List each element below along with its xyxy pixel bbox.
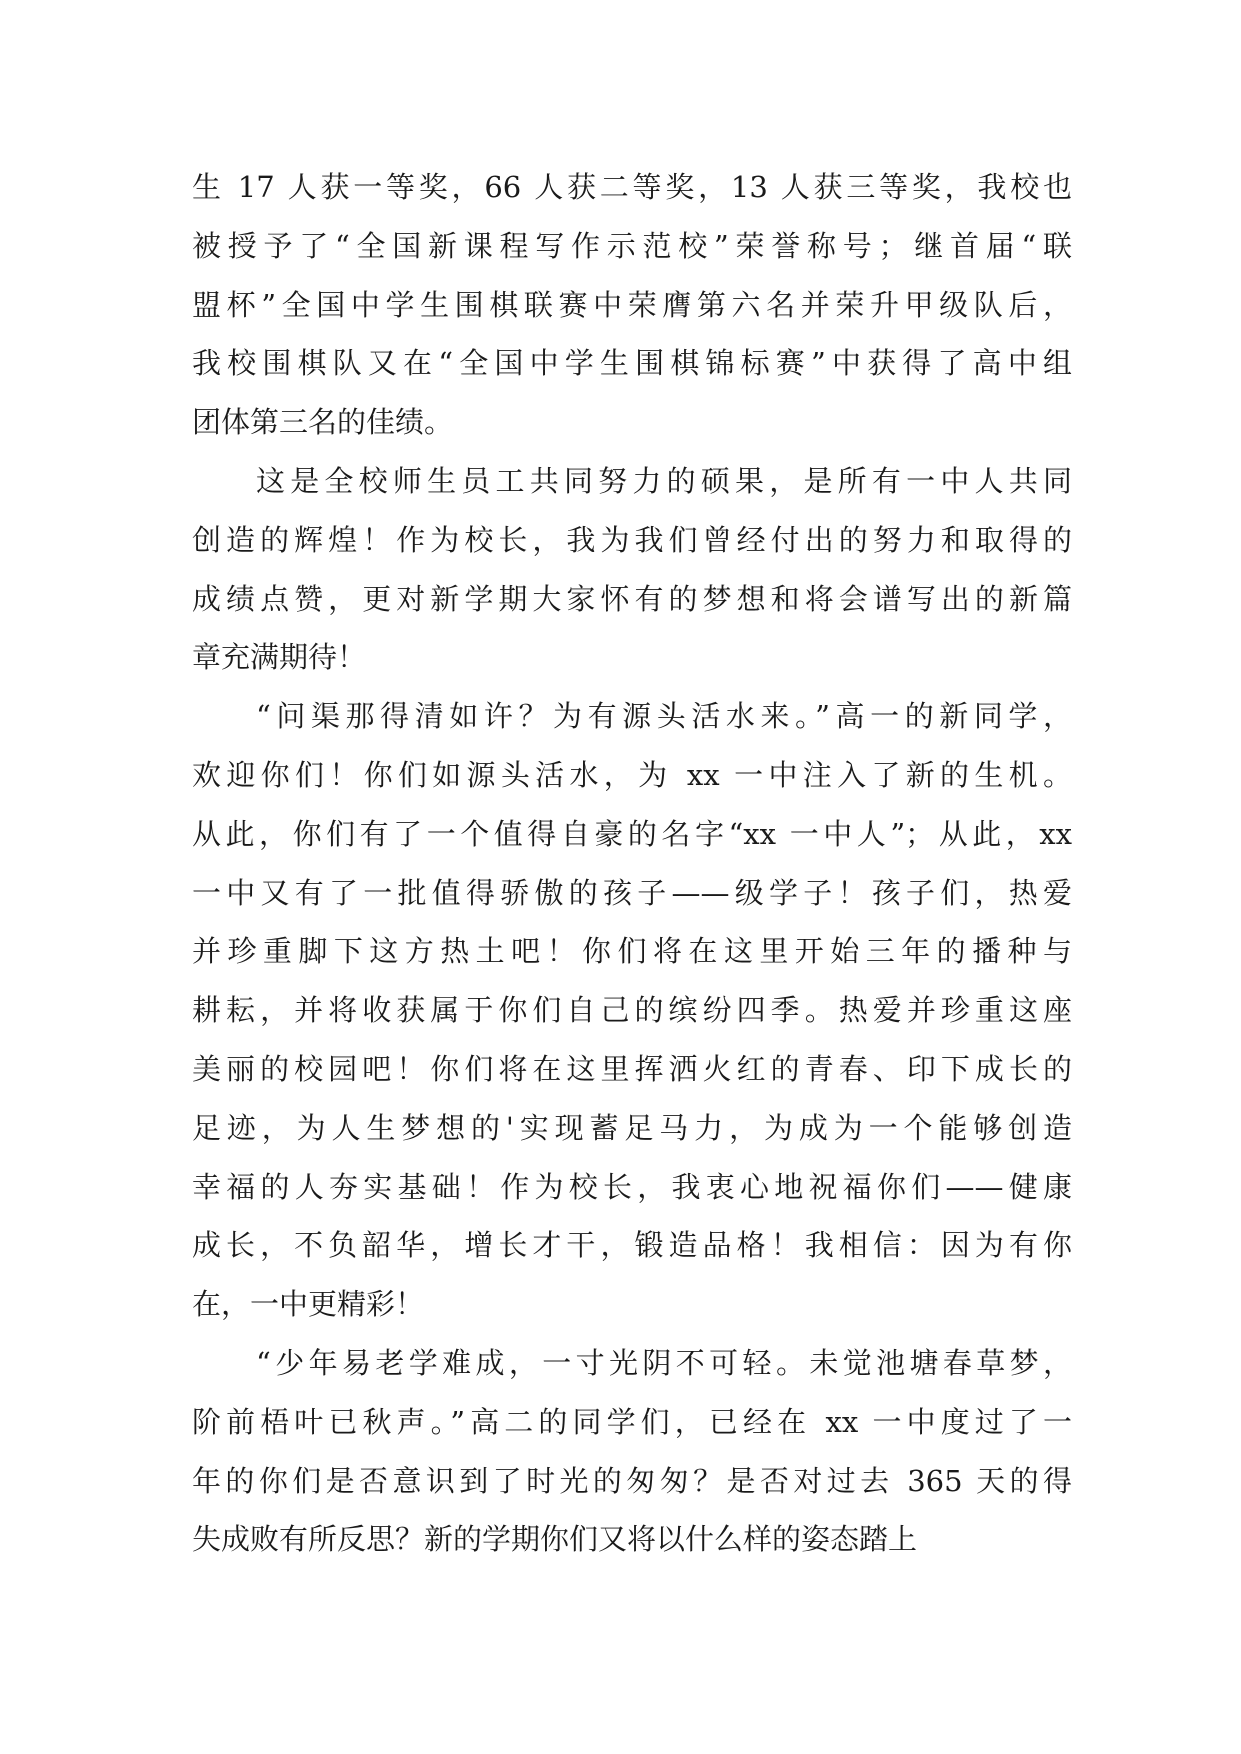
text-line: 一中又有了一批值得骄傲的孩子——级学子！孩子们，热爱 — [192, 875, 1072, 910]
paragraph — [192, 158, 1072, 452]
text-line: 被授予了“全国新课程写作示范校”荣誉称号；继首届“联 — [192, 228, 1072, 263]
text-line: 团体第三名的佳绩。 — [192, 405, 454, 440]
text-line: 美丽的校园吧！你们将在这里挥洒火红的青春、印下成长的 — [192, 1051, 1072, 1086]
text-line: 章充满期待！ — [192, 640, 367, 675]
paragraph — [192, 687, 1072, 1334]
text-line: 并珍重脚下这方热土吧！你们将在这里开始三年的播种与 — [192, 934, 1072, 969]
text-line: 生 17 人获一等奖，66 人获二等奖，13 人获三等奖，我校也 — [192, 170, 1072, 204]
text-line: 足迹，为人生梦想的'实现蓄足马力，为成为一个能够创造 — [192, 1110, 1072, 1145]
text-line: 阶前梧叶已秋声。”高二的同学们，已经在 xx 一中度过了一 — [192, 1404, 1072, 1439]
text-line: 创造的辉煌！作为校长，我为我们曾经付出的努力和取得的 — [192, 522, 1072, 557]
text-line: 我校围棋队又在“全国中学生围棋锦标赛”中获得了高中组 — [192, 346, 1072, 381]
text-line: “少年易老学难成，一寸光阴不可轻。未觉池塘春草梦， — [256, 1345, 1072, 1380]
text-line: 从此，你们有了一个值得自豪的名字“xx 一中人”；从此，xx — [192, 816, 1072, 851]
text-line: “问渠那得清如许？为有源头活水来。”高一的新同学， — [256, 699, 1072, 734]
document-body — [192, 158, 1072, 1569]
paragraph — [192, 452, 1072, 687]
text-line: 失成败有所反思？新的学期你们又将以什么样的姿态踏上 — [192, 1522, 918, 1557]
text-line: 耕耘，并将收获属于你们自己的缤纷四季。热爱并珍重这座 — [192, 993, 1072, 1028]
text-line: 成长，不负韶华，增长才干，锻造品格！我相信：因为有你 — [192, 1228, 1072, 1263]
text-line: 盟杯”全国中学生围棋联赛中荣膺第六名并荣升甲级队后， — [192, 287, 1072, 322]
text-line: 成绩点赞，更对新学期大家怀有的梦想和将会谱写出的新篇 — [192, 581, 1072, 616]
text-line: 年的你们是否意识到了时光的匆匆？是否对过去 365 天的得 — [192, 1463, 1072, 1498]
text-line: 幸福的人夯实基础！作为校长，我衷心地祝福你们——健康 — [192, 1169, 1072, 1204]
paragraph — [192, 1334, 1072, 1569]
text-line: 在，一中更精彩！ — [192, 1287, 425, 1322]
text-line: 欢迎你们！你们如源头活水，为 xx 一中注入了新的生机。 — [192, 757, 1072, 792]
text-line: 这是全校师生员工共同努力的硕果，是所有一中人共同 — [256, 463, 1072, 498]
